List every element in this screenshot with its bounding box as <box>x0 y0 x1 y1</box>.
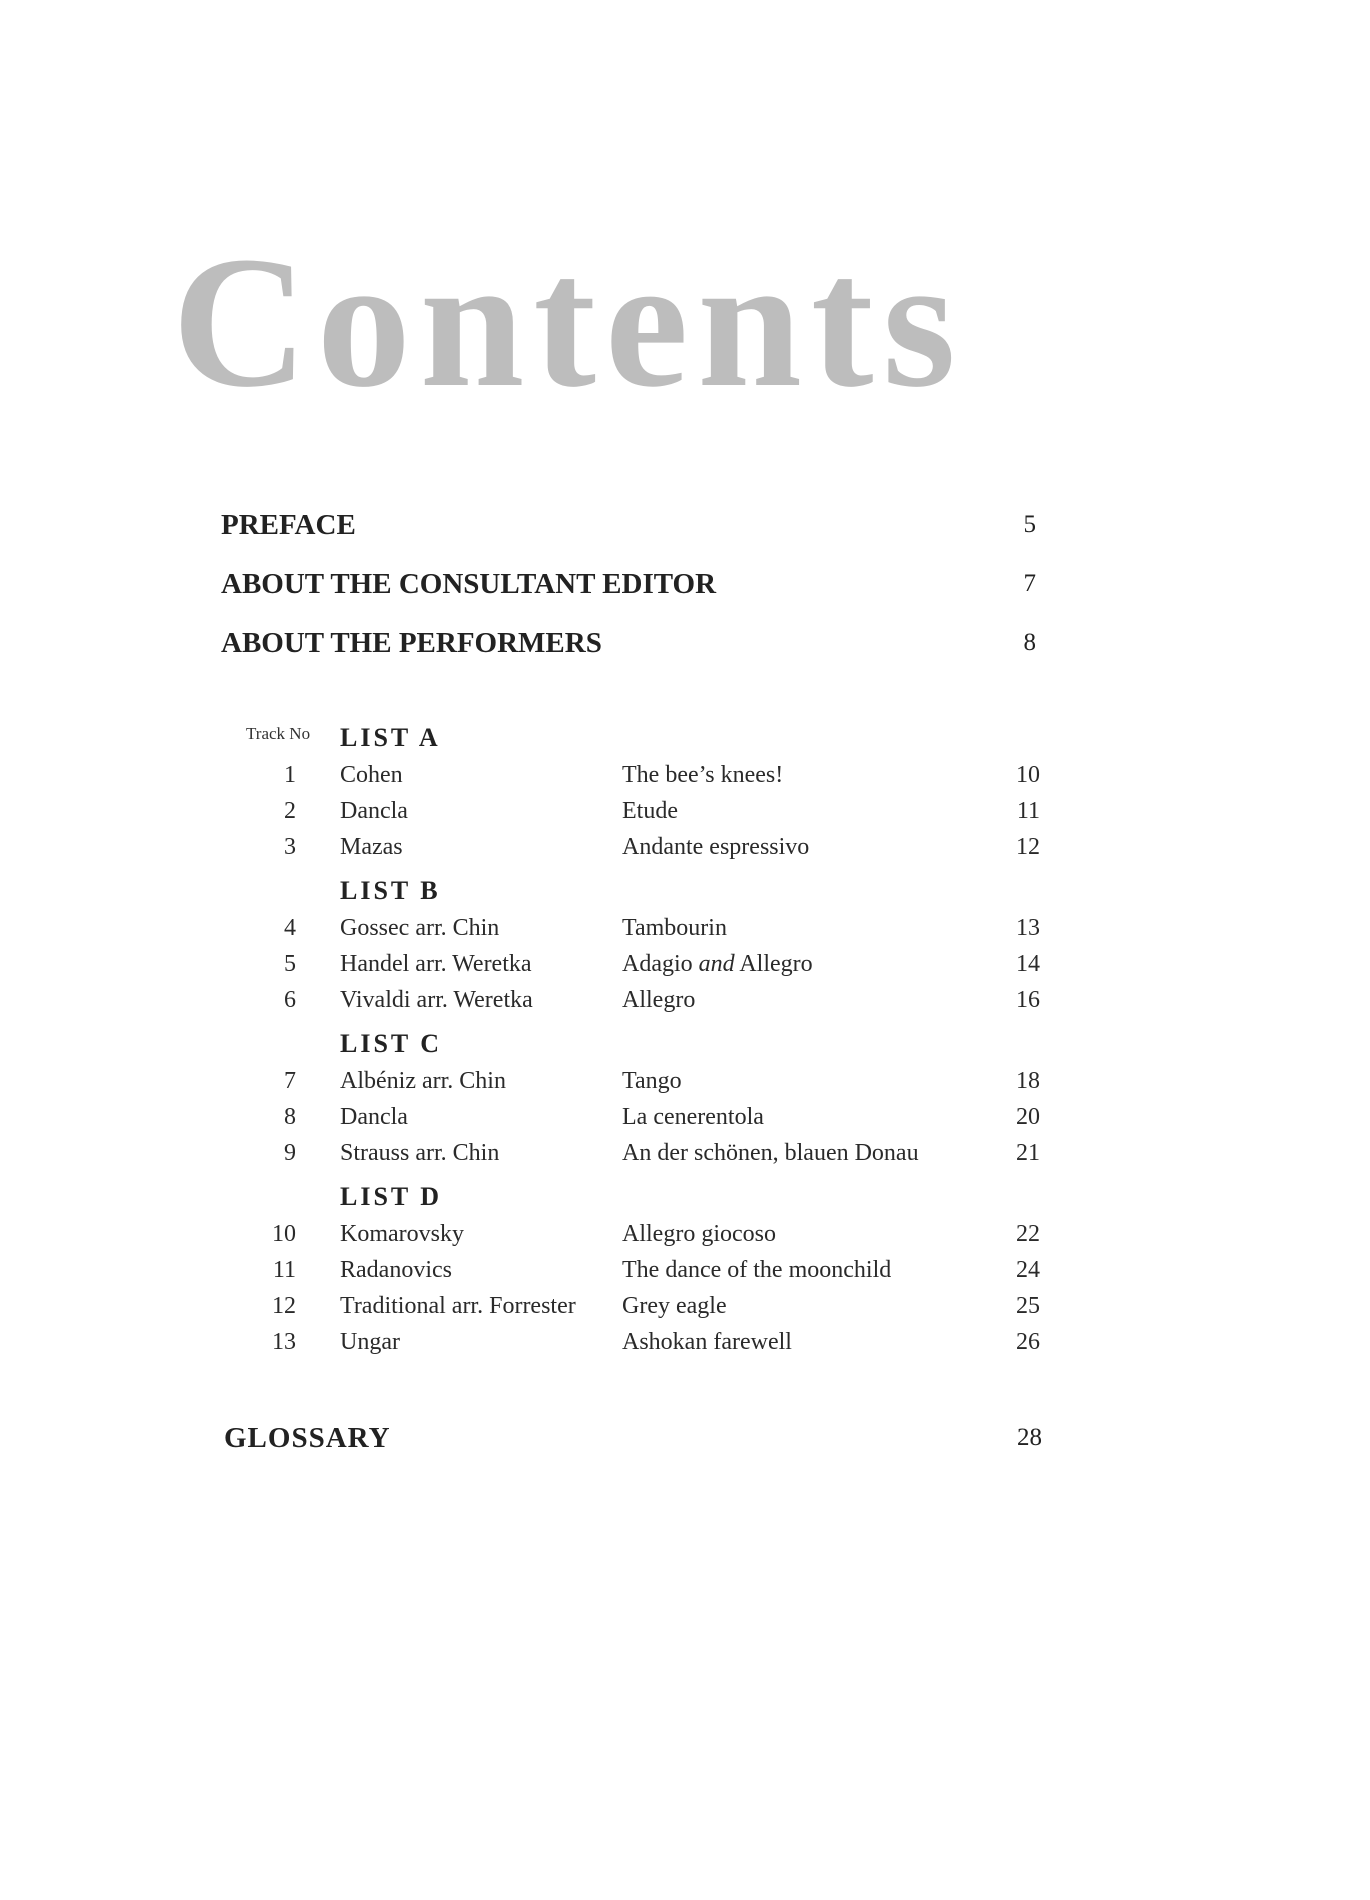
toc-entry-label: ABOUT THE CONSULTANT EDITOR <box>221 568 717 600</box>
page-number: 11 <box>1016 798 1040 824</box>
track-number: 4 <box>284 915 296 941</box>
track-number: 6 <box>284 987 296 1013</box>
page-number: 16 <box>1016 987 1040 1013</box>
composer: Mazas <box>340 834 403 860</box>
list-heading-a: LIST A <box>340 723 441 752</box>
page-number: 12 <box>1016 834 1040 860</box>
page-number: 10 <box>1016 762 1040 788</box>
list-heading-c: LIST C <box>340 1029 443 1058</box>
track-number: 13 <box>272 1329 296 1355</box>
toc-entry-page: 28 <box>1017 1424 1042 1451</box>
composer: Radanovics <box>340 1257 452 1283</box>
table-row[interactable] <box>260 1099 1040 1135</box>
track-number: 11 <box>272 1257 296 1283</box>
piece-title: Grey eagle <box>622 1293 727 1319</box>
toc-entry-page: 7 <box>1023 570 1036 597</box>
composer: Handel arr. Weretka <box>340 951 532 977</box>
piece-title: The bee’s knees! <box>622 762 784 788</box>
piece-title: Ashokan farewell <box>622 1329 792 1355</box>
composer: Gossec arr. Chin <box>340 915 500 941</box>
composer: Albéniz arr. Chin <box>340 1068 506 1094</box>
piece-title: Allegro giocoso <box>622 1221 776 1247</box>
toc-entry-label: ABOUT THE PERFORMERS <box>221 627 602 659</box>
list-heading-d: LIST D <box>340 1182 443 1211</box>
track-number: 2 <box>284 798 296 824</box>
table-row[interactable] <box>260 1288 1040 1324</box>
page-number: 20 <box>1016 1104 1040 1130</box>
piece-title: Tambourin <box>622 915 727 941</box>
page-number: 14 <box>1016 951 1040 977</box>
composer: Cohen <box>340 762 403 788</box>
page-number: 25 <box>1016 1293 1040 1319</box>
composer: Ungar <box>340 1329 400 1355</box>
toc-entry-about-performers[interactable] <box>221 623 1036 663</box>
table-row[interactable] <box>260 1063 1040 1099</box>
table-row[interactable] <box>260 829 1040 865</box>
piece-title: An der schönen, blauen Donau <box>622 1140 919 1166</box>
page-number: 22 <box>1016 1221 1040 1247</box>
track-number: 12 <box>272 1293 296 1319</box>
track-number: 5 <box>284 951 296 977</box>
page-title: Contents <box>172 217 965 426</box>
table-row[interactable] <box>260 982 1040 1018</box>
toc-entry-label: PREFACE <box>221 509 356 541</box>
table-row[interactable] <box>260 1135 1040 1171</box>
piece-title: La cenerentola <box>622 1104 764 1130</box>
piece-title: Andante espressivo <box>622 834 810 860</box>
page-number: 26 <box>1016 1329 1040 1355</box>
composer: Komarovsky <box>340 1221 464 1247</box>
page-number: 13 <box>1016 915 1040 941</box>
table-row[interactable] <box>260 1252 1040 1288</box>
piece-title-part: Adagio <box>622 951 699 977</box>
table-row[interactable] <box>260 946 1040 982</box>
table-row[interactable] <box>260 793 1040 829</box>
piece-title: The dance of the moonchild <box>622 1257 892 1283</box>
toc-entry-page: 5 <box>1023 511 1036 538</box>
track-number: 7 <box>284 1068 296 1094</box>
composer: Traditional arr. Forrester <box>340 1293 576 1319</box>
composer: Dancla <box>340 798 408 824</box>
composer: Dancla <box>340 1104 408 1130</box>
composer: Vivaldi arr. Weretka <box>340 987 533 1013</box>
list-heading-b: LIST B <box>340 876 441 905</box>
track-number: 10 <box>272 1221 296 1247</box>
table-row[interactable] <box>260 910 1040 946</box>
track-number: 9 <box>284 1140 296 1166</box>
page-number: 21 <box>1016 1140 1040 1166</box>
table-row[interactable] <box>260 1216 1040 1252</box>
toc-entry-preface[interactable] <box>221 505 1036 545</box>
track-number: 8 <box>284 1104 296 1130</box>
table-row[interactable] <box>260 757 1040 793</box>
table-row[interactable] <box>260 1324 1040 1360</box>
piece-title: Etude <box>622 798 678 824</box>
page-number: 18 <box>1016 1068 1040 1094</box>
toc-entry-label: GLOSSARY <box>224 1422 391 1454</box>
track-number-header: Track No <box>246 724 311 743</box>
toc-entry-glossary[interactable] <box>224 1418 1042 1458</box>
toc-entry-page: 8 <box>1023 629 1036 656</box>
page-number: 24 <box>1016 1257 1040 1283</box>
track-number: 1 <box>284 762 296 788</box>
piece-title-italic-part: and <box>698 951 735 977</box>
piece-title-part: Allegro <box>734 951 813 977</box>
composer: Strauss arr. Chin <box>340 1140 500 1166</box>
piece-title: Allegro <box>622 987 696 1013</box>
track-number: 3 <box>284 834 296 860</box>
toc-entry-about-consultant-editor[interactable] <box>221 564 1036 604</box>
piece-title: Tango <box>622 1068 682 1094</box>
piece-title <box>622 946 813 982</box>
